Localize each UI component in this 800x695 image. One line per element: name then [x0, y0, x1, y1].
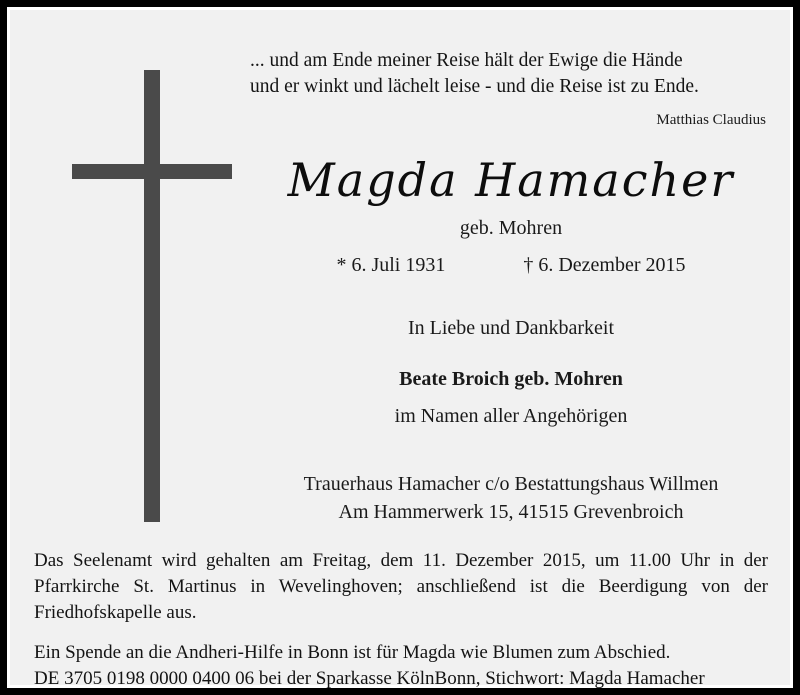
notice-main-column	[242, 48, 780, 526]
maiden-name: geb. Mohren	[459, 217, 563, 239]
donation-request: Ein Spende an die Andheri-Hilfe in Bonn ist für Magda wie Blumen zum Abschied.	[34, 642, 671, 663]
bank-details: DE 3705 0198 0000 0400 06 bei der Sparkasse KölnBonn, Stichwort: Magda Hamacher	[34, 668, 705, 689]
dedication-text: In Liebe und Dankbarkeit	[407, 317, 615, 339]
death-date: † 6. Dezember 2015	[523, 254, 686, 276]
verse-author: Matthias Claudius	[656, 112, 766, 128]
verse-block	[250, 48, 780, 100]
cross-horizontal-bar	[72, 164, 232, 179]
mourning-house-address	[242, 470, 780, 526]
deceased-name: Magda Hamacher	[287, 153, 735, 207]
service-details: Das Seelenamt wird gehalten am Freitag, dem 11. Dezember 2015, um 11.00 Uhr in der Pfarrkirche St. Martinus in Wevelinghoven; anschließend ist die Beerdigung von der Friedhofskapelle aus.	[34, 550, 768, 623]
verse-line-2: und er winkt und lächelt leise - und die Reise ist zu Ende.	[250, 76, 699, 97]
notice-footer	[34, 548, 768, 692]
cross-vertical-bar	[144, 70, 160, 522]
mourner-subtitle: im Namen aller Angehörigen	[394, 405, 628, 427]
life-dates	[242, 254, 780, 277]
footer-spacer	[34, 626, 768, 640]
birth-date: * 6. Juli 1931	[336, 254, 446, 276]
address-line-2: Am Hammerwerk 15, 41515 Grevenbroich	[338, 501, 684, 523]
notice-inner-frame	[7, 7, 793, 688]
mourner-name: Beate Broich geb. Mohren	[399, 368, 623, 390]
address-line-1: Trauerhaus Hamacher c/o Bestattungshaus Willmen	[303, 473, 719, 495]
verse-line-1: ... und am Ende meiner Reise hält der Ewige die Hände	[250, 50, 683, 71]
notice-sheet	[10, 10, 790, 689]
cross-icon	[72, 70, 232, 530]
